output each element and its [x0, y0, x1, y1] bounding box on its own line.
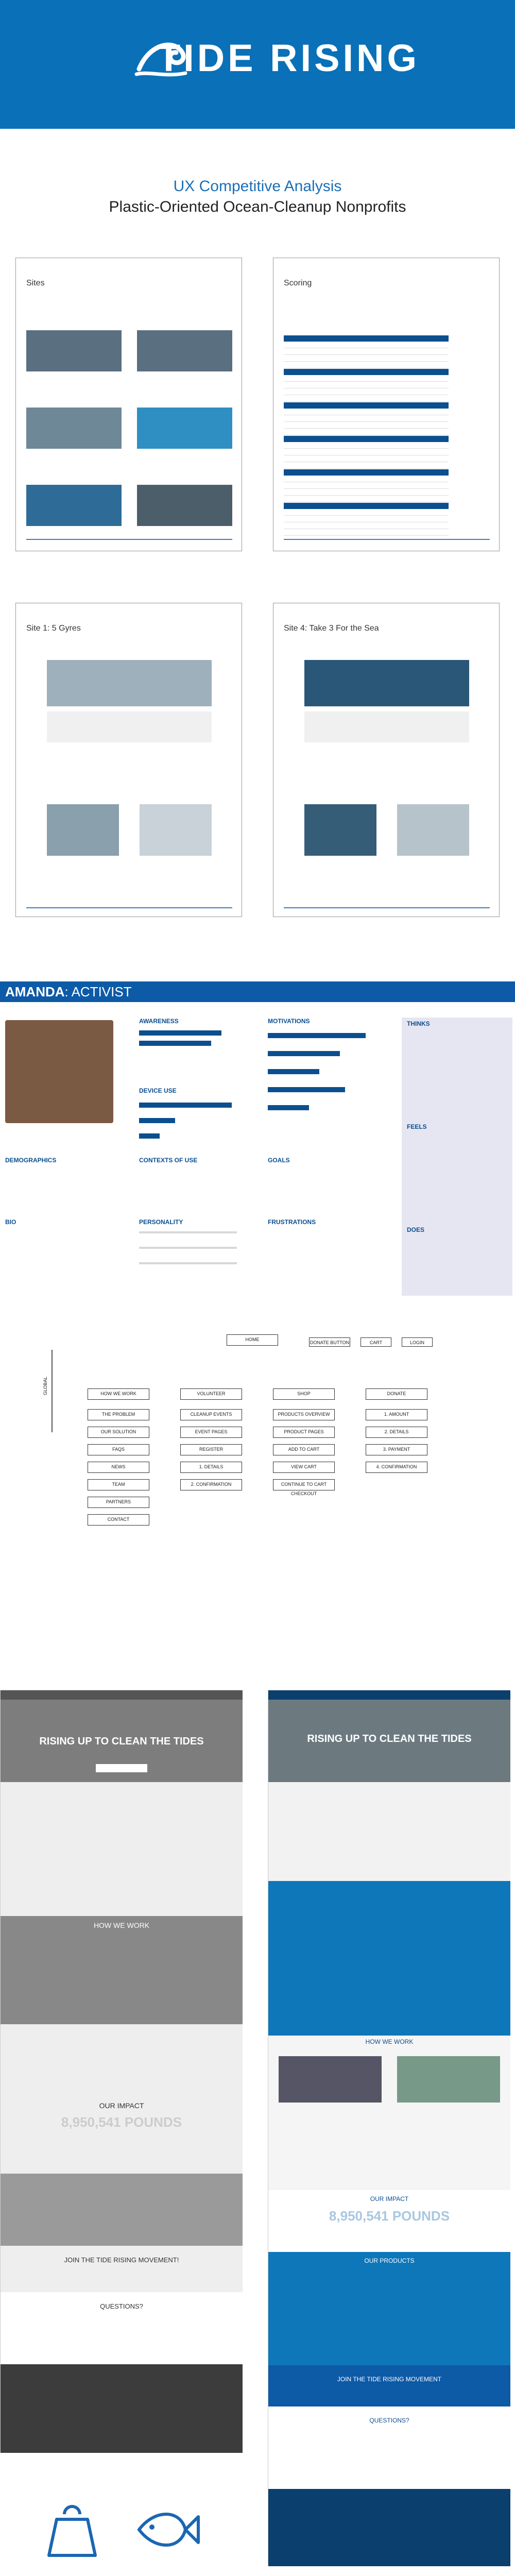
device-meter	[139, 1103, 232, 1108]
personality-slider	[139, 1247, 237, 1249]
wf-impact-title: OUR IMPACT	[99, 2102, 144, 2110]
scoring-row	[284, 530, 449, 536]
sitemap-node: THE PROBLEM	[88, 1409, 149, 1420]
footer-link	[26, 907, 232, 908]
sitemap-node: 2. CONFIRMATION	[180, 1479, 242, 1490]
mk-footer	[268, 2489, 510, 2566]
sitemap-node: VIEW CART	[273, 1462, 335, 1473]
scoring-row	[284, 422, 449, 429]
wf-join-title: JOIN THE TIDE RISING MOVEMENT!	[64, 2256, 179, 2264]
feels-heading: FEELS	[407, 1123, 427, 1130]
mk-products-title: OUR PRODUCTS	[364, 2257, 415, 2264]
footer-link	[26, 539, 232, 540]
persona-role: ACTIVIST	[71, 984, 132, 999]
thinks-panel	[402, 1018, 512, 1296]
sitemap-node: 1. DETAILS	[180, 1462, 242, 1473]
scoring-row	[284, 496, 449, 502]
footer-link	[284, 539, 490, 540]
sitemap-global-line	[52, 1350, 53, 1432]
sitemap-node: PARTNERS	[88, 1497, 149, 1508]
mk-how-photo	[397, 2056, 500, 2103]
mk-water	[268, 1881, 510, 2036]
sitemap	[41, 1334, 464, 1633]
scoring-row	[284, 443, 449, 449]
personality-slider	[139, 1262, 237, 1264]
scoring-row	[284, 416, 449, 422]
card-title: Scoring	[284, 279, 312, 287]
scoring-card	[273, 258, 500, 551]
wf-intro	[1, 1782, 243, 1916]
icon-set	[31, 2499, 227, 2576]
device-use-heading: DEVICE USE	[139, 1087, 177, 1094]
weight-icon	[41, 2499, 103, 2561]
site-screenshot	[304, 660, 469, 706]
scoring-row	[284, 469, 449, 476]
wf-hero-button[interactable]	[96, 1764, 147, 1772]
scoring-row	[284, 389, 449, 395]
scoring-row	[284, 376, 449, 382]
device-meter	[139, 1133, 160, 1139]
brand-name: TIDE RISING	[157, 37, 420, 79]
contexts-heading: CONTEXTS OF USE	[139, 1157, 198, 1164]
motivation-meter	[268, 1087, 345, 1092]
mk-join-title: JOIN THE TIDE RISING MOVEMENT	[337, 2376, 442, 2383]
wf-products	[1, 2174, 243, 2246]
wf-nav	[1, 1690, 243, 1700]
thinks-heading: THINKS	[407, 1020, 430, 1027]
sitemap-shop: SHOP	[273, 1388, 335, 1400]
wf-how	[1, 1916, 243, 2024]
site-photo	[26, 485, 122, 526]
mk-products	[268, 2252, 510, 2365]
sitemap-node: REGISTER	[180, 1444, 242, 1455]
sitemap-node: 2. DETAILS	[366, 1427, 427, 1438]
wf-footer	[1, 2364, 243, 2453]
sitemap-node: PRODUCTS OVERVIEW	[273, 1409, 335, 1420]
mk-hero	[268, 1700, 510, 1782]
scoring-row	[284, 456, 449, 462]
sitemap-node: ADD TO CART	[273, 1444, 335, 1455]
scoring-row	[284, 476, 449, 482]
scoring-row	[284, 436, 449, 442]
sitemap-node: CLEANUP EVENTS	[180, 1409, 242, 1420]
site-screenshot	[47, 711, 212, 742]
scoring-row	[284, 516, 449, 522]
mk-questions	[268, 2406, 510, 2489]
wave-logo-icon	[134, 33, 191, 79]
scoring-row	[284, 483, 449, 489]
mk-how	[268, 2036, 510, 2190]
sites-card	[15, 258, 242, 551]
wireframe	[0, 1690, 242, 2452]
site-photo	[137, 485, 232, 526]
brand-title	[0, 36, 515, 80]
persona-body	[0, 1002, 515, 1311]
motivations-heading: MOTIVATIONS	[268, 1018, 310, 1025]
mk-questions-title: QUESTIONS?	[369, 2417, 409, 2424]
card-title: Sites	[26, 279, 45, 287]
sitemap-volunteer: VOLUNTEER	[180, 1388, 242, 1400]
sitemap-donate-button: DONATE BUTTON	[309, 1337, 350, 1347]
sitemap-node: CONTINUE TO CART CHECKOUT	[273, 1479, 335, 1490]
scoring-row	[284, 382, 449, 388]
site-screenshot	[397, 804, 469, 856]
scoring-row	[284, 489, 449, 496]
sitemap-cart: CART	[360, 1337, 391, 1347]
persona-photo	[5, 1020, 113, 1123]
scoring-row	[284, 342, 449, 348]
motivation-meter	[268, 1069, 319, 1074]
site-ux-card-2	[273, 603, 500, 917]
mk-join	[268, 2365, 510, 2406]
frustrations-heading: FRUSTRATIONS	[268, 1218, 316, 1226]
scoring-row	[284, 362, 449, 368]
wf-cards	[1, 2024, 243, 2174]
scoring-row	[284, 355, 449, 362]
mockup	[268, 1690, 510, 2566]
sitemap-node: OUR SOLUTION	[88, 1427, 149, 1438]
scoring-row	[284, 503, 449, 509]
motivation-meter	[268, 1051, 340, 1056]
sitemap-node: 4. CONFIRMATION	[366, 1462, 427, 1473]
site-photo	[26, 408, 122, 449]
does-heading: DOES	[407, 1226, 425, 1233]
scoring-row	[284, 335, 449, 342]
sitemap-donate: DONATE	[366, 1388, 427, 1400]
mk-impact-value: 8,950,541 POUNDS	[329, 2208, 450, 2224]
sitemap-node: FAQS	[88, 1444, 149, 1455]
persona-sep: :	[64, 984, 72, 999]
subtitle-line2: Plastic-Oriented Ocean-Cleanup Nonprofits	[109, 198, 406, 215]
scoring-row	[284, 429, 449, 435]
site-photo	[26, 330, 122, 371]
sitemap-home: HOME	[227, 1334, 278, 1346]
mk-how-photo	[279, 2056, 382, 2103]
scoring-row	[284, 402, 449, 409]
wf-join	[1, 2246, 243, 2292]
mk-hero-title: RISING UP TO CLEAN THE TIDES	[307, 1733, 472, 1744]
mk-nav	[268, 1690, 510, 1700]
sitemap-node: CONTACT	[88, 1514, 149, 1526]
site-photo	[137, 408, 232, 449]
awareness-meter	[139, 1030, 221, 1036]
card-title: Site 1: 5 Gyres	[26, 624, 81, 633]
wf-questions	[1, 2292, 243, 2364]
wf-hero-title: RISING UP TO CLEAN THE TIDES	[39, 1736, 204, 1747]
motivation-meter	[268, 1033, 366, 1038]
site-screenshot	[304, 804, 376, 856]
demographics-heading: DEMOGRAPHICS	[5, 1157, 57, 1164]
wf-questions-title: QUESTIONS?	[100, 2302, 143, 2310]
sitemap-node: TEAM	[88, 1479, 149, 1490]
scoring-row	[284, 349, 449, 355]
site-ux-card	[15, 603, 242, 917]
sitemap-login: LOGIN	[402, 1337, 433, 1347]
footer-link	[284, 907, 490, 908]
scoring-row	[284, 463, 449, 469]
sitemap-how: HOW WE WORK	[88, 1388, 149, 1400]
sitemap-node: 3. PAYMENT	[366, 1444, 427, 1455]
site-screenshot	[140, 804, 212, 856]
persona-title-bar	[0, 981, 515, 1002]
device-meter	[139, 1118, 175, 1123]
wf-hero	[1, 1700, 243, 1782]
sitemap-node: NEWS	[88, 1462, 149, 1473]
persona-name: AMANDA	[5, 984, 65, 999]
scoring-row	[284, 449, 449, 455]
sitemap-global-label: GLOBAL	[43, 1376, 48, 1396]
fish-icon	[134, 2499, 201, 2561]
personality-slider	[139, 1231, 237, 1233]
personality-heading: PERSONALITY	[139, 1218, 183, 1226]
mk-how-title: HOW WE WORK	[365, 2038, 414, 2045]
wf-how-title: HOW WE WORK	[93, 1921, 150, 1929]
scoring-row	[284, 510, 449, 516]
sitemap-node: PRODUCT PAGES	[273, 1427, 335, 1438]
site-screenshot	[304, 711, 469, 742]
awareness-meter	[139, 1041, 211, 1046]
mk-impact-title: OUR IMPACT	[370, 2195, 409, 2202]
goals-heading: GOALS	[268, 1157, 290, 1164]
sitemap-node: EVENT PAGES	[180, 1427, 242, 1438]
site-screenshot	[47, 660, 212, 706]
site-screenshot	[47, 804, 119, 856]
awareness-heading: AWARENESS	[139, 1018, 179, 1025]
scoring-row	[284, 369, 449, 375]
site-photo	[137, 330, 232, 371]
bio-heading: BIO	[5, 1218, 16, 1226]
mk-impact	[268, 2190, 510, 2252]
scoring-row	[284, 396, 449, 402]
wf-impact-value: 8,950,541 POUNDS	[61, 2114, 182, 2130]
motivation-meter	[268, 1105, 309, 1110]
sitemap-node: 1. AMOUNT	[366, 1409, 427, 1420]
card-title: Site 4: Take 3 For the Sea	[284, 624, 379, 633]
scoring-row	[284, 523, 449, 529]
subtitle-line1: UX Competitive Analysis	[173, 178, 342, 195]
scoring-row	[284, 409, 449, 415]
